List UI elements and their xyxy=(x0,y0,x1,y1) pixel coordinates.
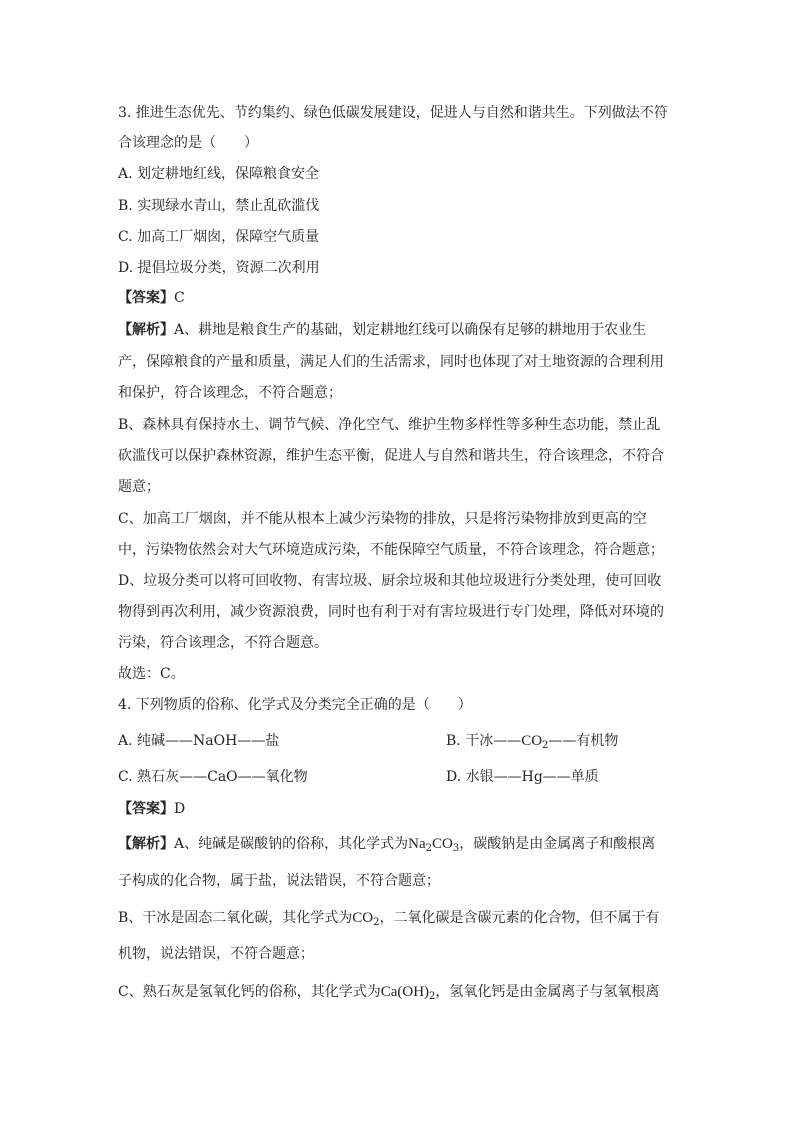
q4-option-d: D. 水银——Hg——单质 xyxy=(446,769,599,785)
q3-option-c: C. 加高工厂烟囱，保障空气质量 xyxy=(118,229,320,245)
q3-answer xyxy=(118,288,185,308)
q3-analysis-a1 xyxy=(118,320,646,340)
subscript: 2 xyxy=(425,843,432,854)
analysis-text: A、耕地是粮食生产的基础，划定耕地红线可以确保有足够的耕地用于农业生 xyxy=(174,322,647,338)
q3-analysis-d3: 污染，符合该理念，不符合题意。 xyxy=(118,635,328,651)
q4-analysis-a2: 子构成的化合物，属于盐，说法错误，不符合题意； xyxy=(118,873,440,889)
q3-analysis-c2: 中，污染物依然会对大气环境造成污染，不能保障空气质量，不符合该理念，符合题意； xyxy=(118,542,664,558)
q3-stem-line2: 合该理念的是（ ） xyxy=(118,135,258,151)
option-b-prefix: B. 干冰—— xyxy=(446,733,522,749)
q4-answer xyxy=(118,799,185,819)
analysis-text: ，碳酸钠是由金属离子和酸根离 xyxy=(459,836,656,852)
q4-analysis-b1 xyxy=(118,908,660,928)
q4-option-c: C. 熟石灰——CaO——氧化物 xyxy=(118,769,308,785)
answer-value: D xyxy=(174,801,186,817)
q3-analysis-b2: 砍滥伐可以保护森林资源，维护生态平衡，促进人与自然和谐共生，符合该理念，不符合 xyxy=(118,448,664,464)
analysis-text: ，二氧化碳是含碳元素的化合物，但不属于有 xyxy=(379,910,660,926)
analysis-text: ，氢氧化钙是由金属离子与氢氧根离 xyxy=(435,984,660,1000)
q3-option-b: B. 实现绿水青山，禁止乱砍滥伐 xyxy=(118,198,320,214)
analysis-text: C、熟石灰是氢氧化钙的俗称，其化学式为 xyxy=(118,984,381,1000)
q3-stem-line1: 3. 推进生态优先、节约集约、绿色低碳发展建设，促进人与自然和谐共生。下列做法不符 xyxy=(118,105,668,121)
analysis-text: A、纯碱是碳酸钠的俗称，其化学式为 xyxy=(174,836,409,852)
subscript: 2 xyxy=(373,917,380,928)
formula-co2: CO xyxy=(521,733,543,749)
formula-co2: CO xyxy=(352,910,374,926)
q4-option-a: A. 纯碱——NaOH——盐 xyxy=(118,733,280,749)
q3-analysis-a2: 产，保障粮食的产量和质量，满足人们的生活需求，同时也体现了对土地资源的合理利用 xyxy=(118,354,664,370)
analysis-text: B、干冰是固态二氧化碳，其化学式为 xyxy=(118,910,353,926)
option-b-suffix: ——有机物 xyxy=(548,733,619,749)
q4-option-b xyxy=(446,731,618,751)
q3-analysis-a3: 和保护，符合该理念，不符合题意； xyxy=(118,385,342,401)
subscript: 3 xyxy=(452,843,460,854)
formula-na: Na xyxy=(408,836,426,852)
formula-caoh2: Ca(OH) xyxy=(380,984,430,1000)
q3-analysis-c1: C、加高工厂烟囱，并不能从根本上减少污染物的排放，只是将污染物排放到更高的空 xyxy=(118,511,647,527)
answer-label: 【答案】 xyxy=(118,290,174,306)
answer-label: 【答案】 xyxy=(118,801,174,817)
answer-value: C xyxy=(174,290,185,306)
q3-analysis-b1: B、森林具有保持水土、调节气候、净化空气、维护生物多样性等多种生态功能，禁止乱 xyxy=(118,417,661,433)
q3-choose: 故选：C。 xyxy=(118,666,185,682)
q4-analysis-c1 xyxy=(118,982,659,1002)
q3-analysis-d1: D、垃圾分类可以将可回收物、有害垃圾、厨余垃圾和其他垃圾进行分类处理，使可回收 xyxy=(118,573,662,589)
formula-co: CO xyxy=(431,836,453,852)
q3-analysis-b3: 题意； xyxy=(118,479,160,495)
subscript: 2 xyxy=(429,991,436,1002)
q3-option-d: D. 提倡垃圾分类，资源二次利用 xyxy=(118,260,320,276)
q3-option-a: A. 划定耕地红线，保障粮食安全 xyxy=(118,166,320,182)
q4-analysis-b2: 机物，说法错误，不符合题意； xyxy=(118,946,314,962)
analysis-label: 【解析】 xyxy=(118,836,174,852)
q3-analysis-d2: 物得到再次利用，减少资源浪费，同时也有利于对有害垃圾进行专门处理，降低对环境的 xyxy=(118,604,664,620)
q4-analysis-a1 xyxy=(118,834,655,854)
analysis-label: 【解析】 xyxy=(118,322,174,338)
q4-stem: 4. 下列物质的俗称、化学式及分类完全正确的是（ ） xyxy=(118,697,472,713)
subscript: 2 xyxy=(542,740,549,751)
